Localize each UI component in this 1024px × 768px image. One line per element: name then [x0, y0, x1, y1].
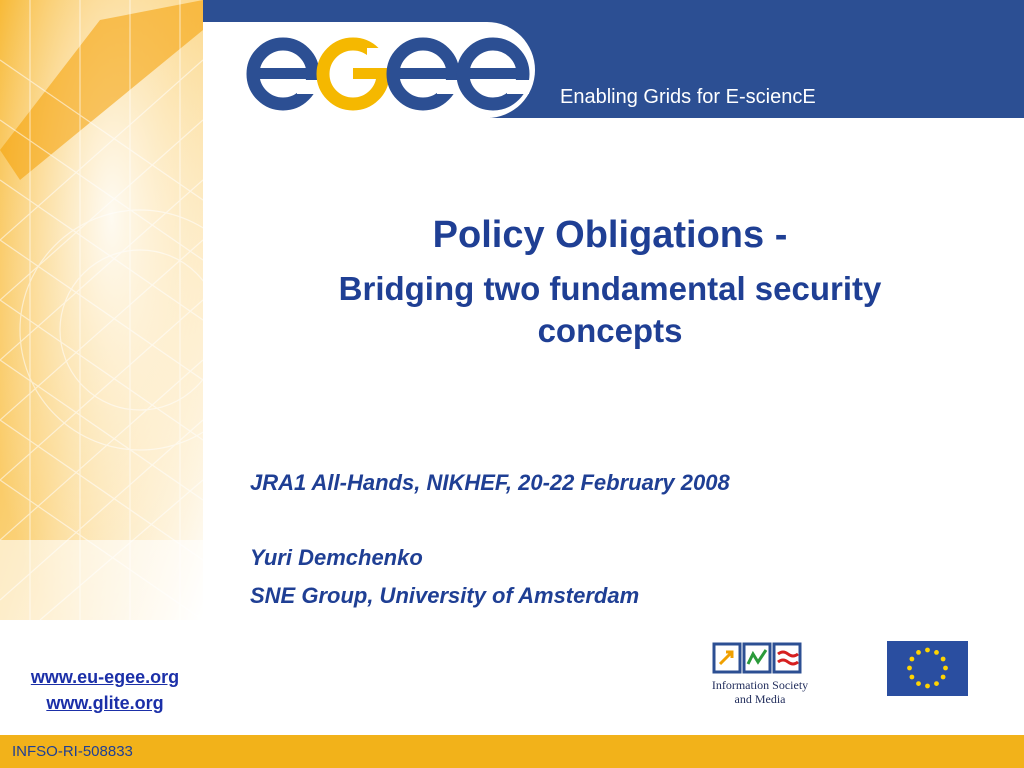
author-name: Yuri Demchenko: [250, 545, 423, 570]
eu-flag-icon: [887, 641, 968, 696]
slide-subtitle: [210, 268, 1010, 352]
author-affiliation: SNE Group, University of Amsterdam: [250, 583, 640, 608]
egee-logo: [245, 32, 535, 112]
project-reference: INFSO-RI-508833: [12, 743, 133, 760]
decorative-grid-strip: [0, 0, 203, 620]
subtitle-line-1: Bridging two fundamental security: [338, 270, 882, 307]
is-label-line-1: Information Society: [711, 678, 809, 692]
link-eu-egee[interactable]: www.eu-egee.org: [30, 667, 180, 687]
information-society-label: [690, 678, 830, 706]
website-links: [0, 664, 210, 716]
footer-band: [0, 735, 1024, 768]
is-label-line-2: and Media: [734, 692, 786, 706]
grid-globe-graphic: [0, 0, 203, 620]
slide-title: Policy Obligations -: [432, 214, 788, 256]
logo-panel: [203, 22, 535, 118]
link-glite[interactable]: www.glite.org: [46, 693, 164, 713]
event-info: JRA1 All-Hands, NIKHEF, 20-22 February 2008: [250, 470, 730, 495]
tagline: Enabling Grids for E-sciencE: [560, 86, 816, 108]
subtitle-line-2: concepts: [537, 312, 683, 349]
